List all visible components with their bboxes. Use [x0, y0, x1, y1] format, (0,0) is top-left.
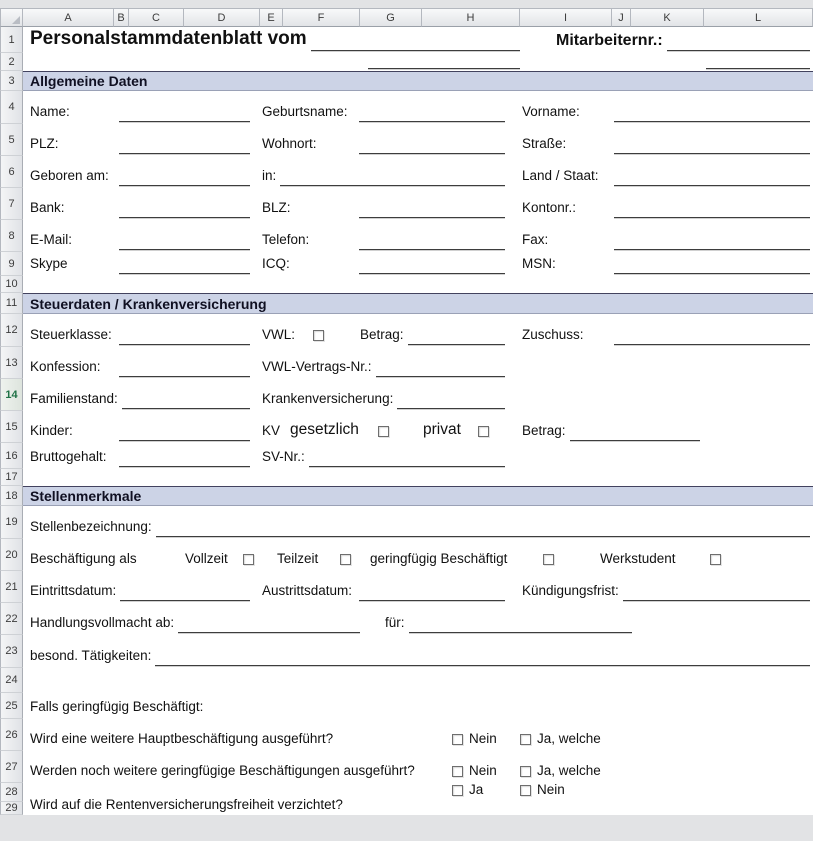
vwl-vertrags-nr-field[interactable]	[376, 363, 505, 377]
steuerklasse-field[interactable]	[119, 331, 250, 345]
bruttogehalt-field[interactable]	[119, 453, 250, 467]
konfession-label: Konfession:	[30, 359, 101, 374]
vwl-betrag-field[interactable]	[408, 331, 505, 345]
konfession-field[interactable]	[119, 363, 250, 377]
column-header-i[interactable]: I	[520, 8, 612, 27]
kontonr-label: Kontonr.:	[522, 200, 577, 215]
bank-field[interactable]	[119, 204, 250, 218]
q1-nein-label: Nein	[469, 731, 497, 746]
icq-field[interactable]	[359, 260, 505, 274]
msn-field[interactable]	[614, 260, 810, 274]
plz-field[interactable]	[119, 140, 250, 154]
fax-field[interactable]	[614, 236, 810, 250]
row-header-12[interactable]: 12	[0, 314, 23, 347]
row-header-11[interactable]: 11	[0, 293, 23, 314]
row-header-1[interactable]: 1	[0, 27, 23, 53]
fuer-label: für:	[385, 615, 405, 630]
kv-gesetzlich-checkbox[interactable]	[378, 426, 389, 437]
besond-taetigkeiten-label: besond. Tätigkeiten:	[30, 648, 152, 663]
vollzeit-checkbox[interactable]	[243, 554, 254, 565]
vwl-checkbox[interactable]	[313, 330, 324, 341]
fuer-field[interactable]	[409, 619, 632, 633]
row-header-3[interactable]: 3	[0, 71, 23, 91]
vwl-betrag-label: Betrag:	[360, 327, 404, 342]
geburtsname-label: Geburtsname:	[262, 104, 348, 119]
sv-nr-field[interactable]	[309, 453, 505, 467]
icq-label: ICQ:	[262, 256, 290, 271]
form-date-field-line2[interactable]	[368, 68, 520, 69]
employee-number-field-line2[interactable]	[706, 68, 810, 69]
row-header-9[interactable]: 9	[0, 252, 23, 276]
row-header-18[interactable]: 18	[0, 486, 23, 506]
kinder-field[interactable]	[119, 427, 250, 441]
column-header-c[interactable]: C	[129, 8, 184, 27]
strasse-field[interactable]	[614, 140, 810, 154]
q3-nein-label: Nein	[537, 782, 565, 797]
corner-triangle-icon	[12, 16, 20, 24]
q1-ja-welche-label: Ja, welche	[537, 731, 601, 746]
geringfuegig-label: geringfügig Beschäftigt	[370, 551, 508, 566]
q2-nein-label: Nein	[469, 763, 497, 778]
handlungsvollmacht-label: Handlungsvollmacht ab:	[30, 615, 175, 630]
row-header-15[interactable]: 15	[0, 411, 23, 443]
skype-field[interactable]	[119, 260, 250, 274]
blz-label: BLZ:	[262, 200, 291, 215]
land-staat-label: Land / Staat:	[522, 168, 599, 183]
wohnort-label: Wohnort:	[262, 136, 317, 151]
question-hauptbeschaeftigung: Wird eine weitere Hauptbeschäftigung ausgeführt?	[30, 731, 334, 746]
column-header-l[interactable]: L	[704, 8, 813, 27]
stellenbezeichnung-field[interactable]	[156, 523, 810, 537]
austrittsdatum-label: Austrittsdatum:	[262, 583, 353, 598]
row-header-5[interactable]: 5	[0, 124, 23, 156]
geringfuegig-checkbox[interactable]	[543, 554, 554, 565]
austrittsdatum-field[interactable]	[359, 587, 505, 601]
column-header-e[interactable]: E	[260, 8, 283, 27]
row-header-13[interactable]: 13	[0, 347, 23, 379]
krankenversicherung-field[interactable]	[397, 395, 505, 409]
row-header-20[interactable]: 20	[0, 539, 23, 571]
geburtsname-field[interactable]	[359, 108, 505, 122]
row-header-6[interactable]: 6	[0, 156, 23, 188]
column-header-h[interactable]: H	[422, 8, 520, 27]
werkstudent-checkbox[interactable]	[710, 554, 721, 565]
zuschuss-label: Zuschuss:	[522, 327, 584, 342]
land-staat-field[interactable]	[614, 172, 810, 186]
row-header-21[interactable]: 21	[0, 571, 23, 603]
vorname-label: Vorname:	[522, 104, 580, 119]
geboren-in-label: in:	[262, 168, 277, 183]
section-title-stellenmerkmale: Stellenmerkmale	[30, 488, 142, 504]
krankenversicherung-label: Krankenversicherung:	[262, 391, 394, 406]
row-header-4[interactable]: 4	[0, 91, 23, 124]
kv-label: KV	[262, 423, 281, 438]
bank-label: Bank:	[30, 200, 65, 215]
column-header-k[interactable]: K	[631, 8, 704, 27]
select-all-corner[interactable]	[0, 8, 23, 27]
row-header-2[interactable]: 2	[0, 53, 23, 71]
row-header-22[interactable]: 22	[0, 603, 23, 635]
row-header-17[interactable]: 17	[0, 469, 23, 486]
kv-privat-checkbox[interactable]	[478, 426, 489, 437]
kv-gesetzlich-label: gesetzlich	[290, 421, 359, 438]
question-rentenversicherungsfreiheit: Wird auf die Rentenversicherungsfreiheit verzichtet?	[30, 797, 343, 812]
row-header-10[interactable]: 10	[0, 276, 23, 293]
q2-ja-welche-label: Ja, welche	[537, 763, 601, 778]
kuendigungsfrist-field[interactable]	[623, 587, 810, 601]
eintrittsdatum-field[interactable]	[120, 587, 250, 601]
zuschuss-field[interactable]	[614, 331, 810, 345]
telefon-label: Telefon:	[262, 232, 310, 247]
email-label: E-Mail:	[30, 232, 73, 247]
werkstudent-label: Werkstudent	[600, 551, 676, 566]
skype-label: Skype	[30, 256, 68, 271]
teilzeit-label: Teilzeit	[277, 551, 319, 566]
employee-number-field[interactable]	[667, 37, 810, 51]
q3-nein-checkbox[interactable]	[520, 785, 531, 796]
column-header-b[interactable]: B	[114, 8, 129, 27]
row-header-29[interactable]: 29	[0, 802, 23, 815]
minijob-intro-label: Falls geringfügig Beschäftigt:	[30, 699, 204, 714]
familienstand-label: Familienstand:	[30, 391, 118, 406]
email-field[interactable]	[119, 236, 250, 250]
geboren-am-field[interactable]	[119, 172, 250, 186]
plz-label: PLZ:	[30, 136, 59, 151]
kinder-label: Kinder:	[30, 423, 73, 438]
row-header-25[interactable]: 25	[0, 693, 23, 719]
row-header-24[interactable]: 24	[0, 668, 23, 693]
q3-ja-label: Ja	[469, 782, 484, 797]
beschaeftigung-als-label: Beschäftigung als	[30, 551, 137, 566]
column-header-d[interactable]: D	[184, 8, 260, 27]
blz-field[interactable]	[359, 204, 505, 218]
column-header-g[interactable]: G	[360, 8, 422, 27]
column-headers	[0, 8, 813, 27]
form-date-field[interactable]	[311, 37, 520, 51]
q1-ja-checkbox[interactable]	[520, 734, 531, 745]
kuendigungsfrist-label: Kündigungsfrist:	[522, 583, 619, 598]
fax-label: Fax:	[522, 232, 549, 247]
employee-number-label: Mitarbeiternr.:	[556, 32, 663, 49]
sheet-grid	[0, 27, 813, 815]
vwl-vertrags-nr-label: VWL-Vertrags-Nr.:	[262, 359, 372, 374]
telefon-field[interactable]	[359, 236, 505, 250]
teilzeit-checkbox[interactable]	[340, 554, 351, 565]
column-header-a[interactable]: A	[23, 8, 114, 27]
sv-nr-label: SV-Nr.:	[262, 449, 305, 464]
section-title-steuerdaten: Steuerdaten / Krankenversicherung	[30, 295, 267, 312]
geboren-am-label: Geboren am:	[30, 168, 109, 183]
vorname-field[interactable]	[614, 108, 810, 122]
q1-nein-checkbox[interactable]	[452, 734, 463, 745]
familienstand-field[interactable]	[122, 395, 250, 409]
row-header-7[interactable]: 7	[0, 188, 23, 220]
row-header-26[interactable]: 26	[0, 719, 23, 751]
row-header-8[interactable]: 8	[0, 220, 23, 252]
row-header-14[interactable]: 14	[0, 379, 23, 411]
q2-nein-checkbox[interactable]	[452, 766, 463, 777]
wohnort-field[interactable]	[359, 140, 505, 154]
strasse-label: Straße:	[522, 136, 567, 151]
stellenbezeichnung-label: Stellenbezeichnung:	[30, 519, 152, 534]
geboren-in-field[interactable]	[280, 172, 505, 186]
row-header-23[interactable]: 23	[0, 635, 23, 668]
name-label: Name:	[30, 104, 70, 119]
question-weitere-geringfuegige: Werden noch weitere geringfügige Beschäftigungen ausgeführt?	[30, 763, 415, 778]
vwl-label: VWL:	[262, 327, 296, 342]
row-header-27[interactable]: 27	[0, 751, 23, 783]
column-header-j[interactable]: J	[612, 8, 631, 27]
bruttogehalt-label: Bruttogehalt:	[30, 449, 107, 464]
handlungsvollmacht-field[interactable]	[178, 619, 360, 633]
besond-taetigkeiten-field[interactable]	[155, 652, 810, 666]
row-header-16[interactable]: 16	[0, 443, 23, 469]
eintrittsdatum-label: Eintrittsdatum:	[30, 583, 117, 598]
q3-ja-checkbox[interactable]	[452, 785, 463, 796]
top-strip	[0, 0, 813, 8]
row-header-19[interactable]: 19	[0, 506, 23, 539]
vollzeit-label: Vollzeit	[185, 551, 228, 566]
column-header-f[interactable]: F	[283, 8, 360, 27]
kontonr-field[interactable]	[614, 204, 810, 218]
steuerklasse-label: Steuerklasse:	[30, 327, 112, 342]
kv-betrag-field[interactable]	[570, 427, 700, 441]
kv-betrag-label: Betrag:	[522, 423, 566, 438]
msn-label: MSN:	[522, 256, 556, 271]
kv-privat-label: privat	[423, 421, 461, 438]
form-title: Personalstammdatenblatt vom	[30, 28, 307, 49]
name-field[interactable]	[119, 108, 250, 122]
section-title-allgemeine-daten: Allgemeine Daten	[30, 73, 148, 89]
q2-ja-checkbox[interactable]	[520, 766, 531, 777]
row-header-28[interactable]: 28	[0, 783, 23, 802]
